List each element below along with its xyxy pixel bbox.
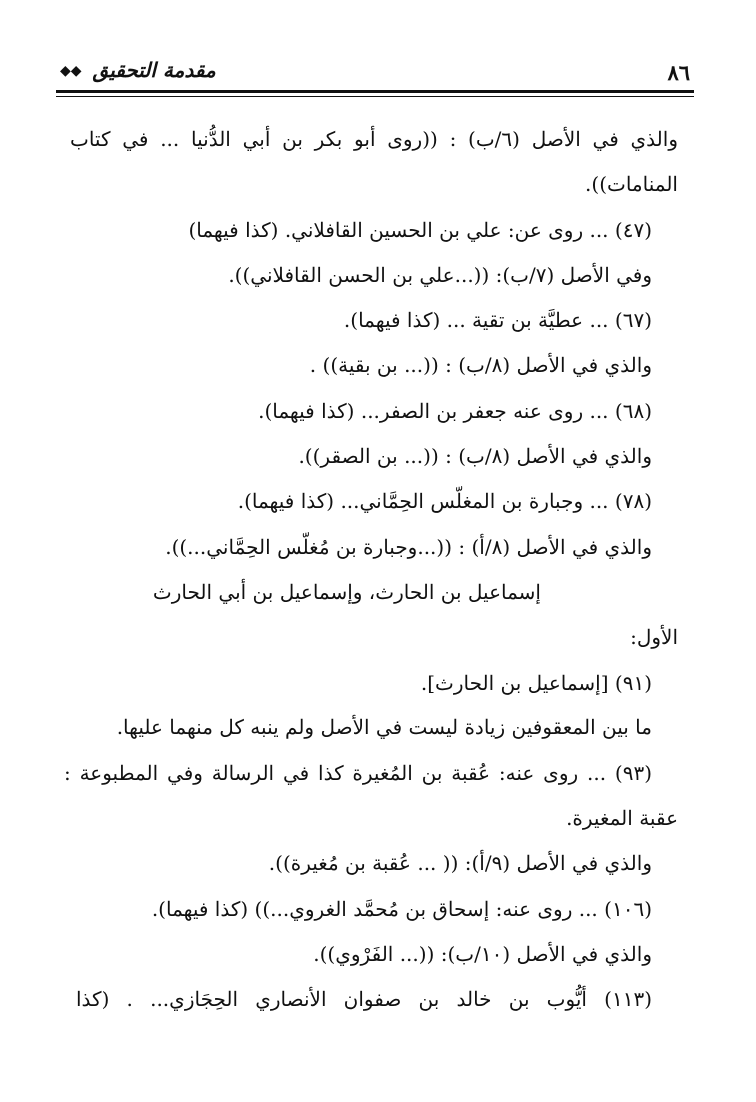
text-line: والذي في الأصل (١٠/ب): ((... الفَرْوي)). xyxy=(313,942,652,966)
running-title xyxy=(60,58,216,82)
section-heading: إسماعيل بن الحارث، وإسماعيل بن أبي الحارث xyxy=(152,580,541,604)
text-line: (٩١) [إسماعيل بن الحارث]. xyxy=(420,671,652,695)
running-title-text: مقدمة التحقيق xyxy=(92,58,216,82)
text-line: والذي في الأصل (٨/أ) : ((...وجبارة بن مُغلّس الحِمَّاني...)). xyxy=(165,535,652,559)
text-line: (٧٨) ... وجبارة بن المغلّس الحِمَّاني... (كذا فيهما). xyxy=(237,489,652,513)
text-line: ما بين المعقوفين زيادة ليست في الأصل ولم ينبه كل منهما عليها. xyxy=(116,715,652,739)
page-number: ٨٦ xyxy=(667,60,690,85)
text-line: وفي الأصل (٧/ب): ((...علي بن الحسن القافلاني)). xyxy=(228,263,652,287)
text-line: والذي في الأصل (٨/ب) : ((... بن بقية)) . xyxy=(309,353,652,377)
page-header xyxy=(58,58,694,88)
header-rule-thick xyxy=(56,90,694,93)
diamond-ornament-icon: ◆◆ xyxy=(60,63,82,79)
text-line: والذي في الأصل (٨/ب) : ((... بن الصقر)). xyxy=(298,444,652,468)
text-line: (٦٨) ... روى عنه جعفر بن الصفر... (كذا فيهما). xyxy=(258,399,652,423)
text-line: (٩٣) ... روى عنه: عُقبة بن المُغيرة كذا في الرسالة وفي المطبوعة : xyxy=(64,761,652,785)
text-line: والذي في الأصل (٦/ب) : ((روى أبو بكر بن أبي الدُّنيا ... في كتاب xyxy=(70,127,678,151)
text-line: الأول: xyxy=(630,625,678,649)
text-line: (٤٧) ... روى عن: علي بن الحسين القافلاني. (كذا فيهما) xyxy=(188,218,652,242)
text-line: (١٠٦) ... روى عنه: إسحاق بن مُحمَّد الغروي...)) (كذا فيهما). xyxy=(151,897,652,921)
text-line: (٦٧) ... عطيَّة بن تقية ... (كذا فيهما). xyxy=(343,308,652,332)
text-line: (١١٣) أيُّوب بن خالد بن صفوان الأنصاري الحِجَازي... . (كذا xyxy=(76,987,652,1011)
text-line: والذي في الأصل (٩/أ): (( ... عُقبة بن مُغيرة)). xyxy=(268,851,652,875)
header-rule-thin xyxy=(56,96,694,97)
text-line: المنامات)). xyxy=(585,172,678,196)
text-line: عقبة المغيرة. xyxy=(566,806,678,830)
